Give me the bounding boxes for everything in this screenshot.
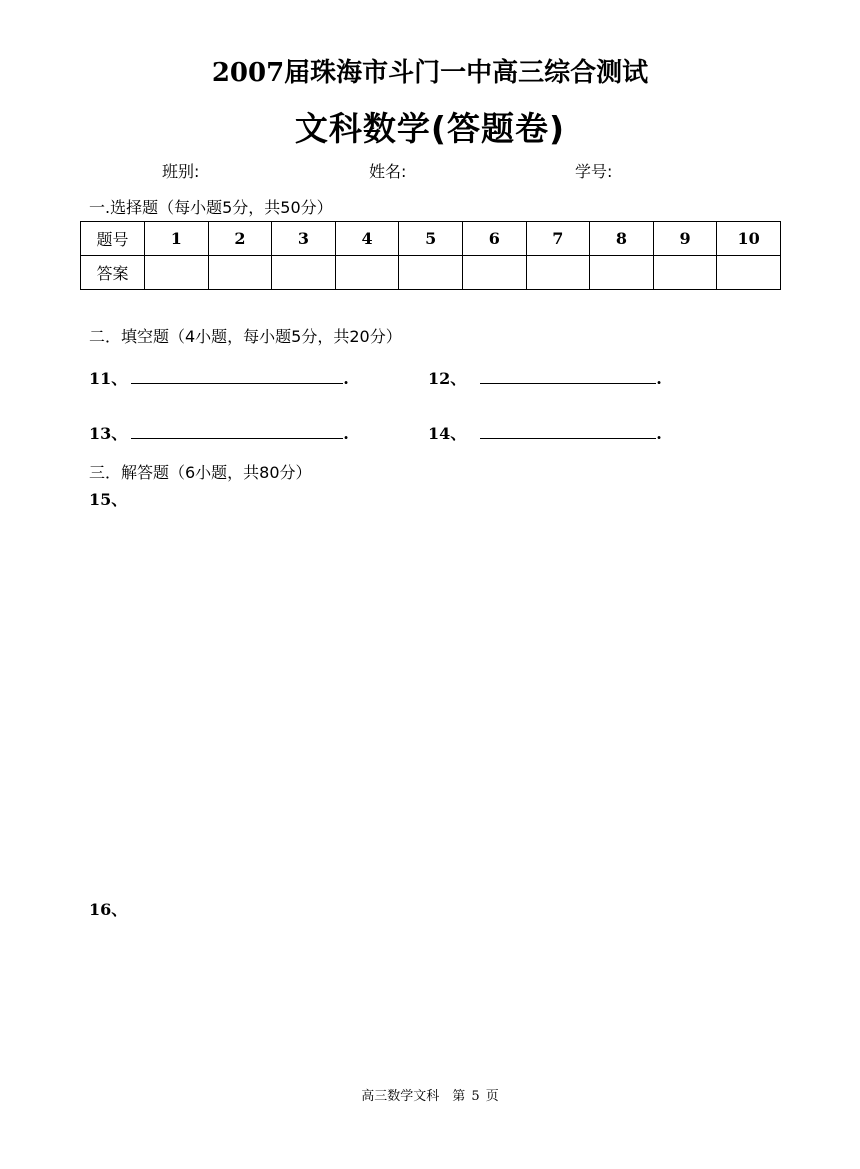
question-16-label: 16、 (89, 900, 128, 919)
blank-number: 12、 (428, 369, 467, 388)
answer-cell[interactable] (145, 256, 209, 290)
question-number-row (81, 222, 781, 256)
grid-number: 7 (526, 222, 590, 256)
answer-cell[interactable] (526, 256, 590, 290)
blank-period: . (656, 369, 662, 388)
answer-line[interactable] (131, 367, 343, 384)
fill-blank-11 (89, 366, 349, 389)
section2-heading: 二．填空题（4小题，每小题5分，共20分） (89, 327, 402, 346)
answer-row (81, 256, 781, 290)
blank-number: 14、 (428, 424, 467, 443)
answer-cell[interactable] (399, 256, 463, 290)
answer-line[interactable] (131, 422, 343, 439)
answer-cell[interactable] (462, 256, 526, 290)
grid-number: 5 (399, 222, 463, 256)
fill-blank-14 (428, 421, 662, 444)
answer-cell[interactable] (590, 256, 654, 290)
answer-cell[interactable] (717, 256, 781, 290)
page-footer: 高三数学文科 第 5 页 (361, 1089, 499, 1104)
answer-cell[interactable] (208, 256, 272, 290)
fill-blank-13 (89, 421, 349, 444)
grid-number: 2 (208, 222, 272, 256)
answer-cell[interactable] (335, 256, 399, 290)
blank-number: 13、 (89, 424, 128, 443)
answer-cell[interactable] (272, 256, 336, 290)
exam-subtitle: 文科数学(答题卷) (294, 109, 566, 148)
answer-line[interactable] (480, 367, 656, 384)
question-15-label: 15、 (89, 490, 128, 509)
student-id-label: 学号: (575, 162, 613, 181)
answer-line[interactable] (480, 422, 656, 439)
blank-period: . (343, 424, 349, 443)
grid-number: 9 (653, 222, 717, 256)
blank-period: . (343, 369, 349, 388)
answer-cell[interactable] (653, 256, 717, 290)
name-label: 姓名: (369, 162, 407, 181)
grid-number: 1 (145, 222, 209, 256)
class-label: 班别: (162, 162, 200, 181)
grid-number: 4 (335, 222, 399, 256)
section3-heading: 三．解答题（6小题，共80分） (89, 463, 312, 482)
grid-number: 10 (717, 222, 781, 256)
row-label-answer: 答案 (81, 256, 145, 290)
blank-period: . (656, 424, 662, 443)
answer-grid (80, 221, 781, 290)
fill-blank-12 (428, 366, 662, 389)
section1-heading: 一.选择题（每小题5分，共50分） (89, 198, 333, 217)
grid-number: 6 (462, 222, 526, 256)
blank-number: 11、 (89, 369, 128, 388)
row-label-number: 题号 (81, 222, 145, 256)
grid-number: 3 (272, 222, 336, 256)
exam-title: 2007届珠海市斗门一中高三综合测试 (211, 58, 649, 88)
grid-number: 8 (590, 222, 654, 256)
